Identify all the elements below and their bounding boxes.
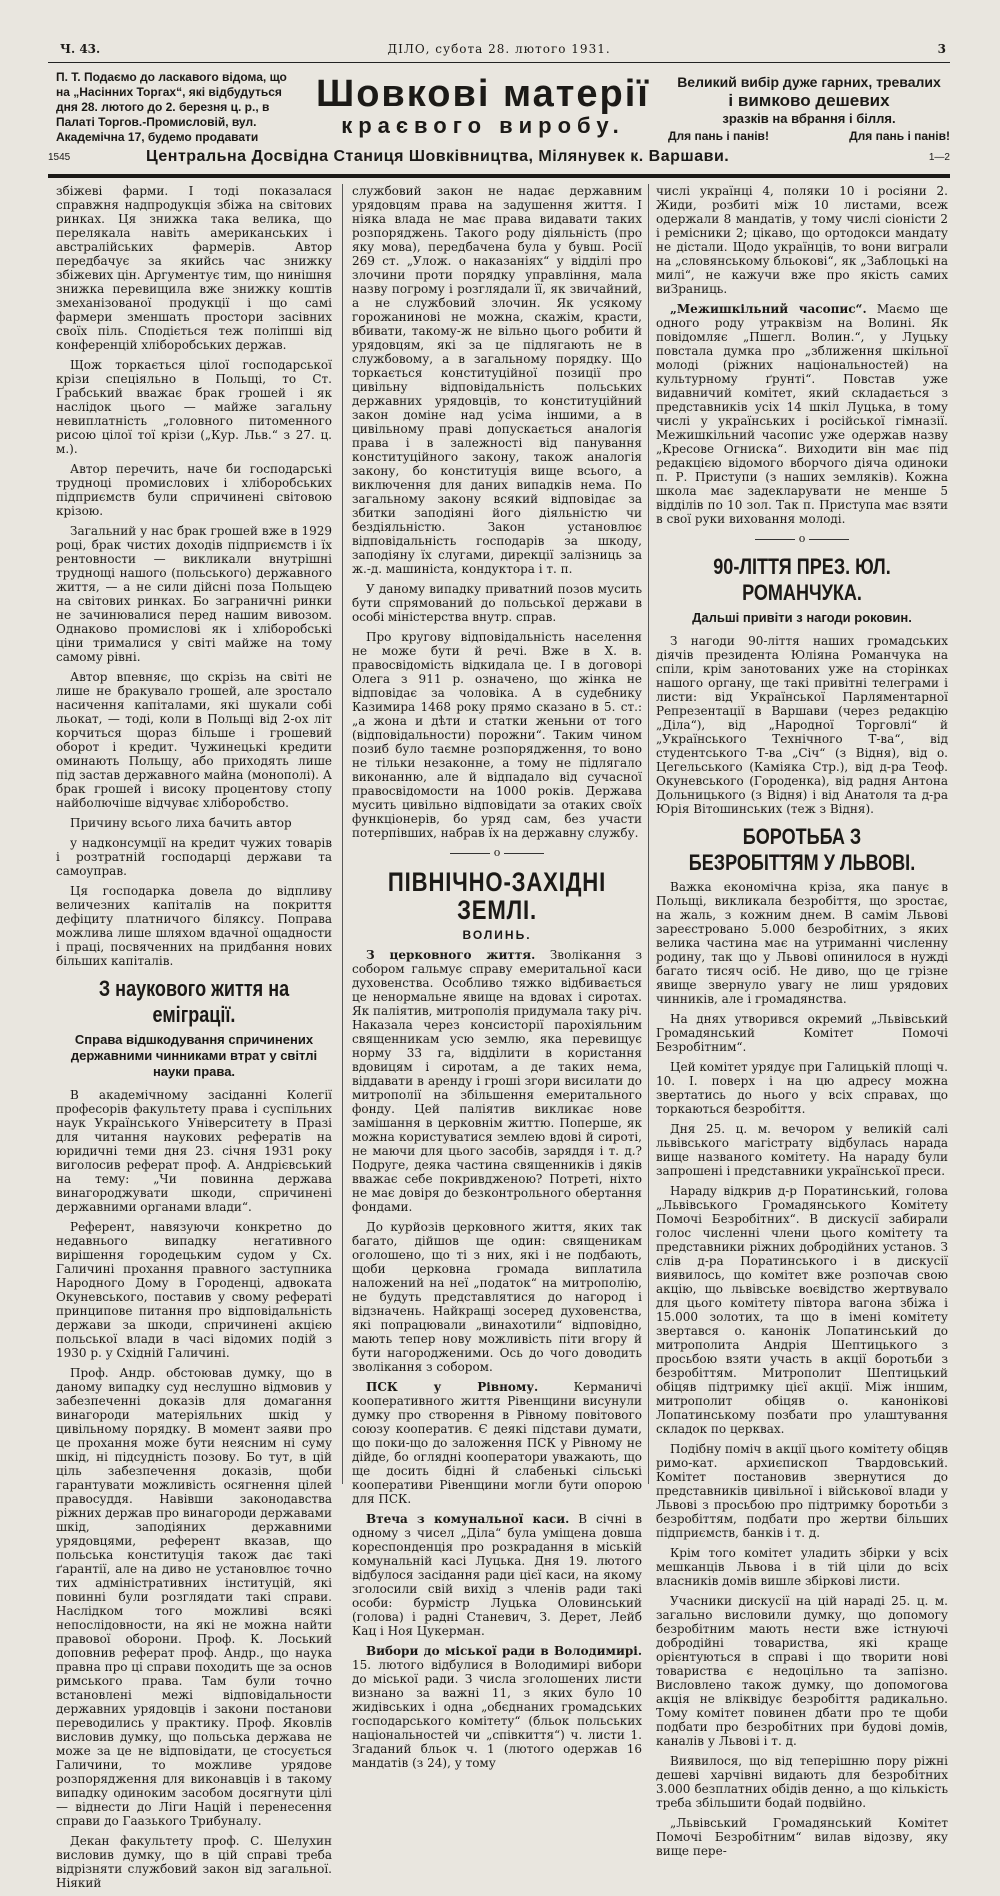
silk-advertisement: [48, 66, 950, 176]
ad-right-line2: і вимково дешевих: [728, 91, 890, 110]
paragraph: До курйозів церковного життя, яких так багато, дійшов ще один: священикам оголошено, що ті з них, які і не подбають, щоби церковна громада виплатила наложений на неї „податок“ на митрополію, не будуть представлятися до нагород і відзначень. Найкращі зосеред духовенства, які попрацювали „винахотили“ відповідно, мають тепер нову можливість піти вгору й бути нагородженими. Ось до чого доводить зволікання з собором.: [352, 1220, 642, 1374]
paragraph: Крім того комітет уладить збірки у всіх мешканців Львова і в тій ціли до всіх власників домів вишле збіркові листи.: [656, 1546, 948, 1588]
ad-number: 1545: [48, 152, 71, 163]
paragraph: Загальний у нас брак грошей вже в 1929 році, брак чистих доходів підприємств і їх рентовности — викликали внутрішні труднощі нашого (польського) державного життя, — а не сили дійсні поза Польщею на світових ринках. Бо заграничні ринки не зачинювалися перед нашим вивозом. Однаково промислові як і хліборобські ціни трималися у світі майже на тому самому рівні.: [56, 524, 332, 664]
ad-title: Шовкові матерії: [316, 73, 650, 115]
paragraph: Автор впевняє, що скрізь на світі не лише не бракувало грошей, але зростало насичення капіталами, які шукали собі льокат, — тоді, коли в Польщі від 2-ох літ корчиться щораз більше і грошевий оборот і кредит. Чужинецькі кредити оминають Польщу, або приходять лише під застав державного майна (монополі). А брак грошей і високу процентову стопу найболючіше відчуває хліборобство.: [56, 670, 332, 810]
paragraph: Референт, навязуючи конкретно до недавнього випадку негативного вирішення городецьким судом у Сх. Галичині прохання правного заступника Народного Дому в Городенці, адвоката Окуневського, поставив у свому рефераті принципове питання про відповідальність держави за шкоди, спричинені акцією польської влади в часі відомих подій з 1930 р. у Східній Галичині.: [56, 1220, 332, 1360]
article-heading: БОРОТЬБА З БЕЗРОБІТТЯМ У ЛЬВОВІ.: [688, 824, 916, 875]
article-subheading: Справа відшкодування спричинених державними чинниками втрат у світлі науки права.: [70, 1032, 318, 1079]
column-divider: [648, 184, 649, 1484]
paragraph: Цей комітет урядує при Галицькій площі ч. 10. І. поверх і на цю адресу можна звертатись до нього у всіх справах, що торкаються безробіття.: [656, 1060, 948, 1116]
paragraph: [656, 302, 948, 526]
paragraph: службовий закон не надає державним урядовцям права на задушення життя. І ніяка влада не має права видавати таких розпоряджень. Такого роду діяльність (про яку мова), передбачена була у бувш. Росії 269 ст. „Улож. о наказаніях“ у відділі про злочини проти порядку управління, мала назву погрому і розглядали її, як звичайний, а не службовий злочин. Як усякому горожанинові не можна, скажім, красти, вбивати, такому-ж не вільно цього робити й урядовцям, які за це підлягають не в службовому, а в загальному порядку. Що торкається конституційної позиції про цивільну відповідальність польських державних урядовців, то конституційний закон доміне над усіма іншими, а в цивільному праві допускається аналогія права і в залежності від панування конституційного закону, також аналогія закону, бо конституція вище всього, а виключення для даних випадків нема. По загальному закону всякий відповідає за збитки заподіяні його діяльністю чи бездіяльністю. Закон установлює відповідальність господарів за шкоду, заподіяну їх слугами, дирекції залізниць за ж.-д. машиніста, кондуктора і т. п.: [352, 184, 642, 576]
paragraph: [352, 1380, 642, 1506]
ad-right-line3: зразків на вбрання і білля.: [722, 111, 896, 126]
paragraph-lead: Втеча з комунальної каси.: [366, 1512, 570, 1526]
paragraph: Щож торкається цілої господарської крізи спеціяльно в Польщі, то Ст. Ґрабський вважає брак грошей і як наслідок цього — майже загальну невиплатність „головного питоменного рисою цілої тої крізи („Кур. Льв.“ з 27. ц. м.).: [56, 358, 332, 456]
paragraph: числі українці 4, поляки 10 і росіяни 2. Жиди, розбиті між 10 листами, всеж одержали 8 мандатів, у тому числі сіоністи 2 і ремісники 2; цікаво, що ортодокси мандату не дістали. Щодо українців, то вони виграли на „словянському бльокові“, як „Заблоцькі на милі“, не кажучи вже про якість самих виЗраниць.: [656, 184, 948, 296]
issue-number: Ч. 43.: [60, 42, 101, 56]
masthead: [48, 40, 950, 63]
section-separator: o: [656, 532, 948, 546]
ad-right: [668, 74, 950, 143]
section-separator: o: [352, 846, 642, 860]
column-1: [56, 184, 332, 1896]
paragraph: Про кругову відповідальність населення не може бути й речі. Вже в Х. в. правосвідомість відкидала це. І в договорі Олега з 911 р. означено, що жінка не відповідає за чоловіка. А в судебнику Казимира 1468 року прямо сказано в 5. ст.: „а жона и дѣти и статки женьни от того (відповідальности) порожни“. Таким чином позиб було таємне розпорядження, то воно не тільки незаконне, а тому не підлягало виконанню, але й відпадало від сучасної правосвідомости на 1000 років. Держава мусить цивільно відповідати за отаких своїх функціонерів, бо уряд сам, без участи потерпівших, набрав їх на державну службу.: [352, 630, 642, 840]
column-2: [352, 184, 642, 1776]
paragraph: Учасники дискусії на цій нараді 25. ц. м. загально висловили думку, що допомогу безробітним мають нести вже істнуючі добродійні товариства, які краще орієнтуються в справі і що творити нові товариства є недоцільно та запізно. Висловлено також думку, що допомогова акція не вліквідує безробіття радикально. Тому комітет повинен дбати про те щоби подбати про безробітних при будові домів, каналів у Львові і т. д.: [656, 1594, 948, 1748]
paragraph: [352, 1644, 642, 1770]
paragraph-body: 15. лютого відбулися в Володимирі вибори до міської ради. З числа зголошених листи визнано за важні 11, з яких було 10 жидівських і одна „обєднаних громадських господарського комітету“ (бльок польських національностей чи „співкиття“) ч. листи 1. Згаданий бльок ч. 1 (лютого одержав 16 мандатів (з 24), у тому: [352, 1658, 642, 1770]
ad-bottom-row: [48, 148, 950, 170]
paragraph: Подібну поміч в акції цього комітету обіцяв римо-кат. архиєпископ Твардовський. Комітет постановив звернутися до представників цивільної і військової влади у Львові з просьбою про підтримку боротьби з безробіттям, подбати про жертви більших підприємств, банків і т. д.: [656, 1442, 948, 1540]
paragraph: Декан факультету проф. С. Шелухин висловив думку, що в цій справі треба відрізняти службовий закон від загальної. Ніякий: [56, 1834, 332, 1890]
paragraph-lead: З церковного життя.: [366, 948, 536, 962]
paragraph-body: Зволікання з собором гальмує справу емеритальної каси духовенства. Особливо тяжко відбивається це ненормальне явище на вдовах і сиротах. Як паліятив, митрополія придумала таку річ. Наказала через консисторії парохіяльним священникам усю землю, яка перевищує норму 33 га, відділити в користання вдовицям і сиротам, а де таких нема, віддавати в аренду і гроші згори висилати до митрополії на збільшення емеритального фонду. Цей паліятив викликає нове замішання в церковнім життю. Поперше, як можна користуватися землею вдові й сироті, не маючи для цього засобів, заряддя і т. д.? Подруге, деяка частина священників і дяків вважає себе покривдженою? Потреті, ніхто не має довіря до безконтрольного обертання фондами.: [352, 948, 643, 1214]
paragraph: Виявилося, що від теперішню пору ріжні дешеві харчівні видають для безробітних 3.000 безплатних обідів денно, а що кількість треба збільшити бодай подвійно.: [656, 1754, 948, 1810]
paragraph: [352, 948, 642, 1214]
paragraph: У даному випадку приватний позов мусить бути спрямований до польської держави в особі міністерства внутр. справ.: [352, 582, 642, 624]
ad-code: 1—2: [928, 152, 950, 163]
paragraph: Важка економічна кріза, яка панує в Польщі, викликала безробіття, що зростає, на жаль, з кожним днем. В самім Львові зареєстровано 5.000 безробітних, з яких велика частина має на утриманні численну родину, так що у Львові опинилося в нужді багато тисяч осіб. Не диво, що це грізне явище звернуло увагу не лиш урядових чинників, але і громадянства.: [656, 880, 948, 1006]
paragraph-body: Керманичі кооперативного життя Рівенщини висунули думку про створення в Рівному повітового союзу кооператив. Є деякі підстави думати, що поки-що до заложення ПСК у Рівному не дійде, бо оглядні кооператори уважають, що ще досить бідні й слабенькі сільські кооперативи Рівенщини могли бути опорою для ПСК.: [352, 1380, 643, 1506]
paragraph-body: В січні в одному з чисел „Діла“ була уміщена довша кореспонденція про розкрадання в міській комунальній касі Луцька. Дня 19. лютого відбулося засідання ради цієї каси, на якому зголосили свій вихід з членів ради такі особи: бурмістр Луцька Оловинський (голова) і радні Станевич, З. Дерет, Лейб Кац і Ноя Цукерман.: [352, 1512, 642, 1638]
article-heading: 90-ЛІТТЯ ПРЕЗ. ЮЛ. РОМАНЧУКА.: [713, 554, 891, 605]
paragraph-lead: ПСК у Рівному.: [366, 1380, 539, 1394]
paragraph: Автор перечить, наче би господарські трудноці промислових і хліборобських підприємств були спричинені світовою крізою.: [56, 462, 332, 518]
newspaper-dateline: ДІЛО, субота 28. лютого 1931.: [387, 42, 611, 56]
paragraph: збіжеві фарми. І тоді показалася справжня надпродукція збіжа на світових ринках. Ця знижка така велика, що перелякала навіть американських і австралійських фармерів. Автор передбачує за якийсь час знижку збіжевих цін. Аргументує тим, що нинішня знижка перевищила вже знижку коштів змеханізованої продукції і що самі фармери зменшать простори засівних своїх піль. Сподіється теж поліпші від конференцій хліборобських держав.: [56, 184, 332, 352]
page-number: 3: [937, 42, 946, 56]
ad-station: Центральна Досвідна Станиця Шовківництва, Мілянувек к. Варшави.: [146, 148, 730, 165]
paragraph: Причину всього лиха бачить автор: [70, 816, 292, 830]
section-heading: ПІВНІЧНО-ЗАХІДНІ ЗЕМЛІ.: [387, 867, 607, 925]
region-label: ВОЛИНЬ.: [462, 928, 532, 942]
paragraph: [352, 1512, 642, 1638]
ad-right-line4-right: Для пань і панів!: [849, 129, 950, 143]
paragraph-lead: Вибори до міської ради в Володимирі.: [366, 1644, 642, 1658]
paragraph: Нараду відкрив д-р Поратинський, голова „Львівського Громадянського Комітету Помочі Безробітних“. В дискусії забирали голос численні члени цього комітету та представники ріжних добродійних установ. З слів д-ра Поратинського і в дискусії виявилось, що комітет вже розпочав свою акцію, що львівське воєвідство жертвувало для цього комітету півтора вагона збіжа і 15.000 золотих, та що в імені комітету звертався о. канонік Лопатинський до митрополита Андрія Шептицького з просьбою взяти участь в акції боротьби з безробіттям. Митрополит Шептицький обіцяв підтримку цієї акції. Між іншим, митрополит обіцяв о. канонікові Лопатинському позбати про улаштування складок по церквах.: [656, 1184, 948, 1436]
article-heading: З наукового життя на еміграції.: [98, 976, 290, 1027]
ad-right-line4-left: Для пань і панів!: [668, 129, 769, 143]
paragraph: На днях утворився окремий „Львівський Громадянський Комітет Помочі Безробітним“.: [656, 1012, 948, 1054]
column-3: [656, 184, 948, 1864]
ad-right-line1: Великий вибір дуже гарних, тревалих: [677, 74, 941, 90]
header-rule: [48, 174, 950, 178]
ad-center: [310, 74, 656, 138]
paragraph: Ця господарка довела до відпливу величезних капіталів на покриття дефіциту платничого біляксу. Поправа можлива лише шляхом вдачної ощадности і праці, посвяченних на придбання нових більших капіталів.: [56, 884, 332, 968]
paragraph: В академічному засіданні Колегії професорів факультету права і суспільних наук Українського Університету в Празі для читання наукових рефератів на юридичні теми дня 23. січня 1931 року виголосив реферат проф. А. Андрієвський на тему: „Чи повинна держава винагороджувати шкоди, спричинені державними органами влади“.: [56, 1088, 332, 1214]
ad-subtitle: краєвого виробу.: [341, 113, 625, 138]
paragraph: „Львівський Громадянський Комітет Помочі Безробітним“ вилав відозву, яку вище пере-: [656, 1816, 948, 1858]
article-subheading: Дальші привіти з нагоди роковин.: [692, 610, 912, 625]
column-divider: [342, 184, 343, 1484]
paragraph: З нагоди 90-ліття наших громадських діячів президента Юліяна Романчука на спіли, крім занотованих уже на сторінках нашого органу, ще такі привітні телеграми і листи: від Української Парляментарної Репрезентації в Варшави (через редакцію „Діла“), від „Народної Торговлі“ й „Українського Технічного Т-ва“, від студентського Т-ва „Січ“ (з Відня), від о. Цегельського (Каміяка Стр.), від д-ра Теоф. Окуневського (Городенка), від радня Антона Дольницького (з Відня) і від Анатоля та д-ра Юрія Вітошинських (теж з Відня).: [656, 634, 948, 816]
ad-right-line4: [668, 129, 950, 143]
paragraph: у надконсумції на кредит чужих товарів і розтратній господарці держави та самоуправ.: [56, 836, 332, 878]
paragraph: Дня 25. ц. м. вечором у великій салі львівського магістрату відбулась нарада вище названого комітету. На нараду були запрошені і представники української преси.: [656, 1122, 948, 1178]
paragraph-body: Маємо ще одного роду утраквізм на Волині. Як повідомляє „Пшегл. Волин.“, у Луцьку повстала думка про „зближення шкільної молоді (ріжних національностей) на культурному ґрунті“. Повстав уже видавничий комітет, який складається з представників усіх 14 шкіл Луцька, в тому числі у українських і російської гімназії. Межишкільний часопис уже одержав назву „Кресове Огниска“. Виходити він має під редакцією відомого вборчого діяча одиноки п. Р. Приступи (з наших земляків). Кожна школа має задекларувати не менше 5 відділів по 10 зол. Так п. Приступа має взяти в свої руки виховання молоді.: [656, 302, 948, 526]
paragraph: Проф. Андр. обстоював думку, що в даному випадку суд неслушно відмовив у забезпеченні доказів для домагання винагороди матеріяльних шкід у цивільному порядку. В момент заяви про це прохання може бути неясним ні суму шкід, ні підсудність позову. Бо тут, в цій ціль забезпечення доказів, щоби гарантувати можливість осягнення цілей правосуддя. Навівши законодавства ріжних держав про винагороди державами шкід, заподіяних державними урядовцями, референт вказав, що польська конституція також дає такі ґарантії, але на диво не установлює точно тих адміністративних інституцій, які повинні були розглядати такі справи. Наслідком того можливі всякі непослідовности, на які не можна найти правової оборони. Проф. К. Лоський доповнив реферат проф. Андр., що наука правна про ці справи походить ще за основ римського права. Там були точно встановлені межі відповідальности державних урядовців і закони постанови переводились у практику. Проф. Яковлів висловив думку, що польська держава не може за це не відповідати, це стосується Галичини, то можливе урядове розпорядження для виконавців і в такому випадку одиноким засобом досягнути цілі — віднести до Ліги Націй і перенесення справи до Гаазького Трибуналу.: [56, 1366, 332, 1828]
paragraph-lead: „Межишкільний часопис“.: [670, 302, 867, 316]
ad-left-text: П. Т. Подаємо до ласкавого відома, що на „Насінних Торгах“, які відбудуться дня 28. лютого до 2. березня ц. р., в Палаті Торгов.-Промисловій, вул. Академічна 17, будемо продавати: [56, 70, 287, 144]
